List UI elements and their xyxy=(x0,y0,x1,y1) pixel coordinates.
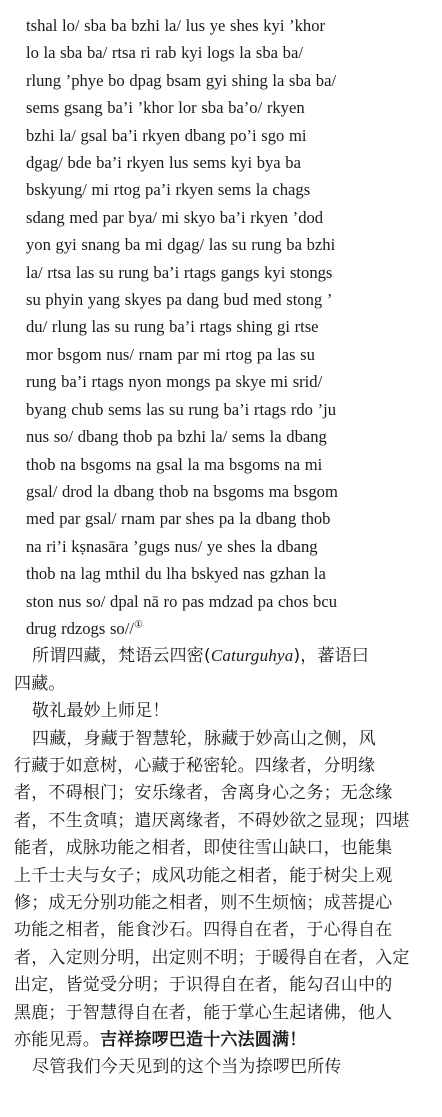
translit-line: sems gsang ba’i ’khor lor sba ba’o/ rkyen xyxy=(26,98,305,118)
translit-line: med par gsal/ rnam par shes pa la dbang thob xyxy=(26,509,331,529)
para1-suffix: )，蕃语曰 xyxy=(293,646,370,667)
para2-line: 能者，成脉功能之相者，即使往雪山缺口，也能集 xyxy=(14,838,393,859)
para2-line: 修；成无分别功能之相者，则不生烦恼；成菩提心 xyxy=(14,893,393,913)
para1-prefix: 所谓四藏，梵语云四密( xyxy=(32,646,211,667)
translit-line: na ri’i kṣnasāra ’gugs nus/ ye shes la dbang xyxy=(26,536,318,556)
translit-line: bskyung/ mi rtog pa’i rkyen sems la chags xyxy=(26,180,311,200)
para2-line-last xyxy=(14,1027,428,1054)
para2-line: 四藏，身藏于智慧轮，脉藏于妙高山之侧，风 xyxy=(32,728,376,749)
para2-line: 者，不碍根门；安乐缘者，舍离身心之务；无念缘 xyxy=(14,783,393,804)
para2-line: 者，不生贪嗔；遣厌离缘者，不碍妙欲之显现；四堪 xyxy=(14,810,410,831)
translit-line: rung ba’i rtags nyon mongs pa skye mi srid/ xyxy=(26,372,323,392)
tibetan-transliteration-block xyxy=(14,12,428,642)
para2-line: 行藏于如意树，心藏于秘密轮。四缘者，分明缘 xyxy=(14,755,376,776)
para3-line: 尽管我们今天见到的这个当为捺啰巴所传 xyxy=(32,1057,342,1078)
para2-line: 者，入定则分明，出定则不明；于暖得自在者，入定 xyxy=(14,947,410,968)
translit-line: byang chub sems las su rung ba’i rtags rdo ’ju xyxy=(26,399,337,419)
para1-line1 xyxy=(14,642,428,670)
para2-line: 黑鹿；于智慧得自在者，能于掌心生起诸佛，他人 xyxy=(14,1002,393,1023)
translit-last-text: drug rdzogs so// xyxy=(26,618,134,638)
para2-last-text: 亦能见焉。 xyxy=(14,1030,100,1051)
translit-line-last xyxy=(26,615,428,642)
translit-line: rlung ’phye bo dpag bsam gyi shing la sba ba/ xyxy=(26,70,337,90)
salutation: 敬礼最妙上师足！ xyxy=(32,701,170,722)
translit-line: sdang med par bya/ mi skyo ba’i rkyen ’dod xyxy=(26,207,324,227)
translit-line: tshal lo/ sba ba bzhi la/ lus ye shes kyi ’khor xyxy=(26,16,326,35)
para2-line: 出定，皆觉受分明；于识得自在者，能勾召山中的 xyxy=(14,975,393,996)
translit-line: gsal/ drod la dbang thob na bsgoms ma bsgom xyxy=(26,481,338,501)
para2-line: 功能之相者，能食沙石。四得自在者，于心得自在 xyxy=(14,920,393,941)
chinese-translation-block xyxy=(14,642,428,1082)
translit-line: du/ rlung las su rung ba’i rtags shing gi rtse xyxy=(26,317,319,337)
translit-line: ston nus so/ dpal nā ro pas mdzad pa chos bcu xyxy=(26,591,338,611)
translit-line: mor bsgom nus/ rnam par mi rtog pa las su xyxy=(26,344,315,364)
sanskrit-term: Caturguhya xyxy=(210,646,294,666)
translit-line: dgag/ bde ba’i rkyen lus sems kyi bya ba xyxy=(26,153,301,173)
translit-line: yon gyi snang ba mi dgag/ las su rung ba bzhi xyxy=(26,235,336,255)
translit-line: nus so/ dbang thob pa bzhi la/ sems la dbang xyxy=(26,427,327,447)
translit-line: bzhi la/ gsal ba’i rkyen dbang po’i sgo mi xyxy=(26,125,307,145)
para1-line2: 四藏。 xyxy=(14,673,66,694)
colophon: 吉祥捺啰巴造十六法圆满！ xyxy=(100,1030,307,1051)
footnote-marker: ① xyxy=(133,619,143,631)
translit-line: lo la sba ba/ rtsa ri rab kyi logs la sba ba/ xyxy=(26,43,303,63)
translit-line: la/ rtsa las su rung ba’i rtags gangs kyi stongs xyxy=(26,262,333,282)
translit-line: thob na bsgoms na gsal la ma bsgoms na mi xyxy=(26,454,323,474)
translit-line: thob na lag mthil du lha bskyed nas gzhan la xyxy=(26,564,326,584)
para2-line: 上千士夫与女子；成风功能之相者，能于树尖上观 xyxy=(14,865,393,886)
translit-line: su phyin yang skyes pa dang bud med stong ’ xyxy=(26,290,333,310)
